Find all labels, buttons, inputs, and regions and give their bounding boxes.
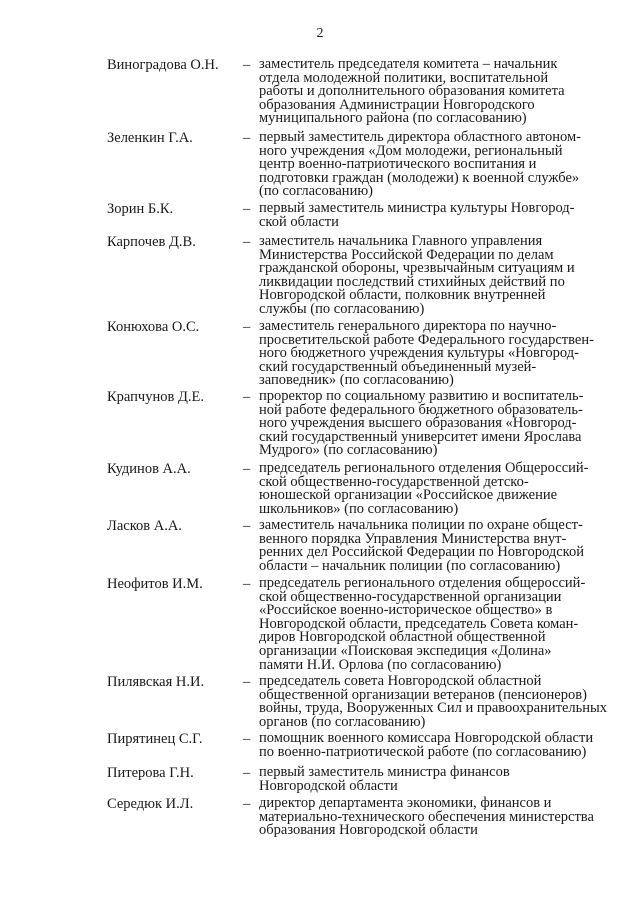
role-line: «Российское военно-историческое общество» в	[259, 602, 553, 619]
role-line: муниципального района (по согласованию)	[259, 110, 527, 127]
member-role	[259, 797, 604, 838]
role-line: ного бюджетного учреждения культуры «Новгород-	[259, 345, 579, 362]
member-name: Зеленкин Г.А.	[107, 130, 193, 146]
member-role	[259, 519, 604, 573]
role-line: просветительской работе Федерального государствен-	[259, 331, 594, 348]
role-line: отдела молодежной политики, воспитательной	[259, 69, 549, 86]
role-line: заместитель генерального директора по научно-	[259, 318, 557, 334]
role-line: центр военно-патриотического воспитания и	[259, 156, 537, 173]
role-line: Новгородской области	[259, 777, 398, 794]
dash-separator: –	[243, 461, 251, 477]
dash-separator: –	[243, 389, 251, 405]
member-role	[259, 202, 604, 229]
member-name: Середюк И.Л.	[107, 796, 194, 812]
role-line: области – начальник полиции (по согласованию)	[259, 557, 561, 574]
role-line: ский государственный университет имени Ярослава	[259, 428, 582, 445]
role-line: гражданской обороны, чрезвычайным ситуациям и	[259, 260, 575, 277]
member-name: Ласков А.А.	[107, 518, 182, 534]
member-name: Кудинов А.А.	[107, 461, 191, 477]
dash-separator: –	[243, 576, 251, 592]
role-line: ного учреждения высшего образования «Новгород-	[259, 415, 577, 432]
dash-separator: –	[243, 201, 251, 217]
member-name: Пилявская Н.И.	[107, 674, 205, 690]
member-role	[259, 235, 604, 317]
role-line: Министерства Российской Федерации по делам	[259, 246, 554, 263]
member-name: Неофитов И.М.	[107, 576, 203, 592]
role-line: по военно-патриотической работе (по согласованию)	[259, 743, 587, 760]
role-line: ликвидации последствий стихийных действий по	[259, 273, 565, 290]
dash-separator: –	[243, 234, 251, 250]
role-line: Новгородской области, председатель Совета коман-	[259, 615, 579, 632]
dash-separator: –	[243, 130, 251, 146]
role-line: заместитель начальника полиции по охране общест-	[259, 517, 583, 533]
role-line: ский государственный объединенный музей-	[259, 358, 537, 375]
role-line: первый заместитель министра культуры Новгород-	[259, 200, 575, 216]
role-line: юношеской организации «Российское движение	[259, 487, 558, 504]
role-line: заместитель председателя комитета – начальник	[259, 56, 558, 72]
role-line: памяти Н.И. Орлова (по согласованию)	[259, 656, 502, 673]
role-line: первый заместитель директора областного автоном-	[259, 129, 581, 145]
role-line: ской общественно-государственной детско-	[259, 473, 529, 490]
member-role	[259, 732, 604, 759]
member-name: Пирятинец С.Г.	[107, 731, 203, 747]
role-line: ской общественно-государственной организации	[259, 588, 562, 605]
role-line: помощник военного комиссара Новгородской области	[259, 730, 594, 746]
dash-separator: –	[243, 731, 251, 747]
role-line: ренних дел Российской Федерации по Новгородской	[259, 544, 584, 561]
member-role	[259, 462, 604, 516]
role-line: материально-технического обеспечения министерства	[259, 808, 594, 825]
member-role	[259, 577, 604, 672]
member-name: Крапчунов Д.Е.	[107, 389, 204, 405]
role-line: заместитель начальника Главного управления	[259, 233, 543, 249]
role-line: первый заместитель министра финансов	[259, 764, 510, 780]
role-line: ской области	[259, 213, 339, 230]
member-name: Карпочев Д.В.	[107, 234, 196, 250]
dash-separator: –	[243, 674, 251, 690]
role-line: председатель регионального отделения общероссий-	[259, 575, 586, 591]
role-line: работы и дополнительного образования комитета	[259, 83, 565, 100]
dash-separator: –	[243, 57, 251, 73]
member-role	[259, 131, 604, 199]
role-line: подготовки граждан (молодежи) к военной службе»	[259, 169, 580, 186]
role-line: ного учреждения «Дом молодежи, региональный	[259, 142, 563, 159]
role-line: общественной организации ветеранов (пенсионеров)	[259, 686, 587, 703]
dash-separator: –	[243, 765, 251, 781]
role-line: заповедник» (по согласованию)	[259, 372, 454, 389]
member-role	[259, 766, 604, 793]
role-line: школьников» (по согласованию)	[259, 500, 459, 517]
role-line: образования Администрации Новгородского	[259, 96, 535, 113]
dash-separator: –	[243, 319, 251, 335]
role-line: проректор по социальному развитию и воспитатель-	[259, 388, 584, 404]
role-line: войны, труда, Вооруженных Сил и правоохранительных	[259, 700, 608, 717]
member-role	[259, 320, 604, 388]
role-line: Новгородской области, полковник внутренней	[259, 287, 546, 304]
role-line: службы (по согласованию)	[259, 300, 425, 317]
role-line: венного порядка Управления Министерства внут-	[259, 530, 567, 547]
role-line: председатель совета Новгородской областной	[259, 673, 542, 689]
role-line: ной работе федерального бюджетного образователь-	[259, 401, 583, 418]
dash-separator: –	[243, 518, 251, 534]
page-number: 2	[316, 26, 324, 41]
dash-separator: –	[243, 796, 251, 812]
member-name: Питерова Г.Н.	[107, 765, 194, 781]
member-role	[259, 58, 604, 126]
member-name: Конюхова О.С.	[107, 319, 200, 335]
member-role	[259, 673, 608, 730]
role-line: органов (по согласованию)	[259, 713, 426, 730]
member-role	[259, 390, 604, 458]
role-line: (по согласованию)	[259, 183, 373, 200]
role-line: Мудрого» (по согласованию)	[259, 442, 438, 459]
role-line: директор департамента экономики, финансов и	[259, 795, 552, 811]
role-line: организации «Поисковая экспедиция «Долина»	[259, 642, 552, 659]
member-name: Виноградова О.Н.	[107, 57, 219, 73]
role-line: образования Новгородской области	[259, 822, 478, 839]
role-line: диров Новгородской областной общественной	[259, 629, 546, 646]
member-name: Зорин Б.К.	[107, 201, 174, 217]
role-line: председатель регионального отделения Общероссий-	[259, 460, 589, 476]
